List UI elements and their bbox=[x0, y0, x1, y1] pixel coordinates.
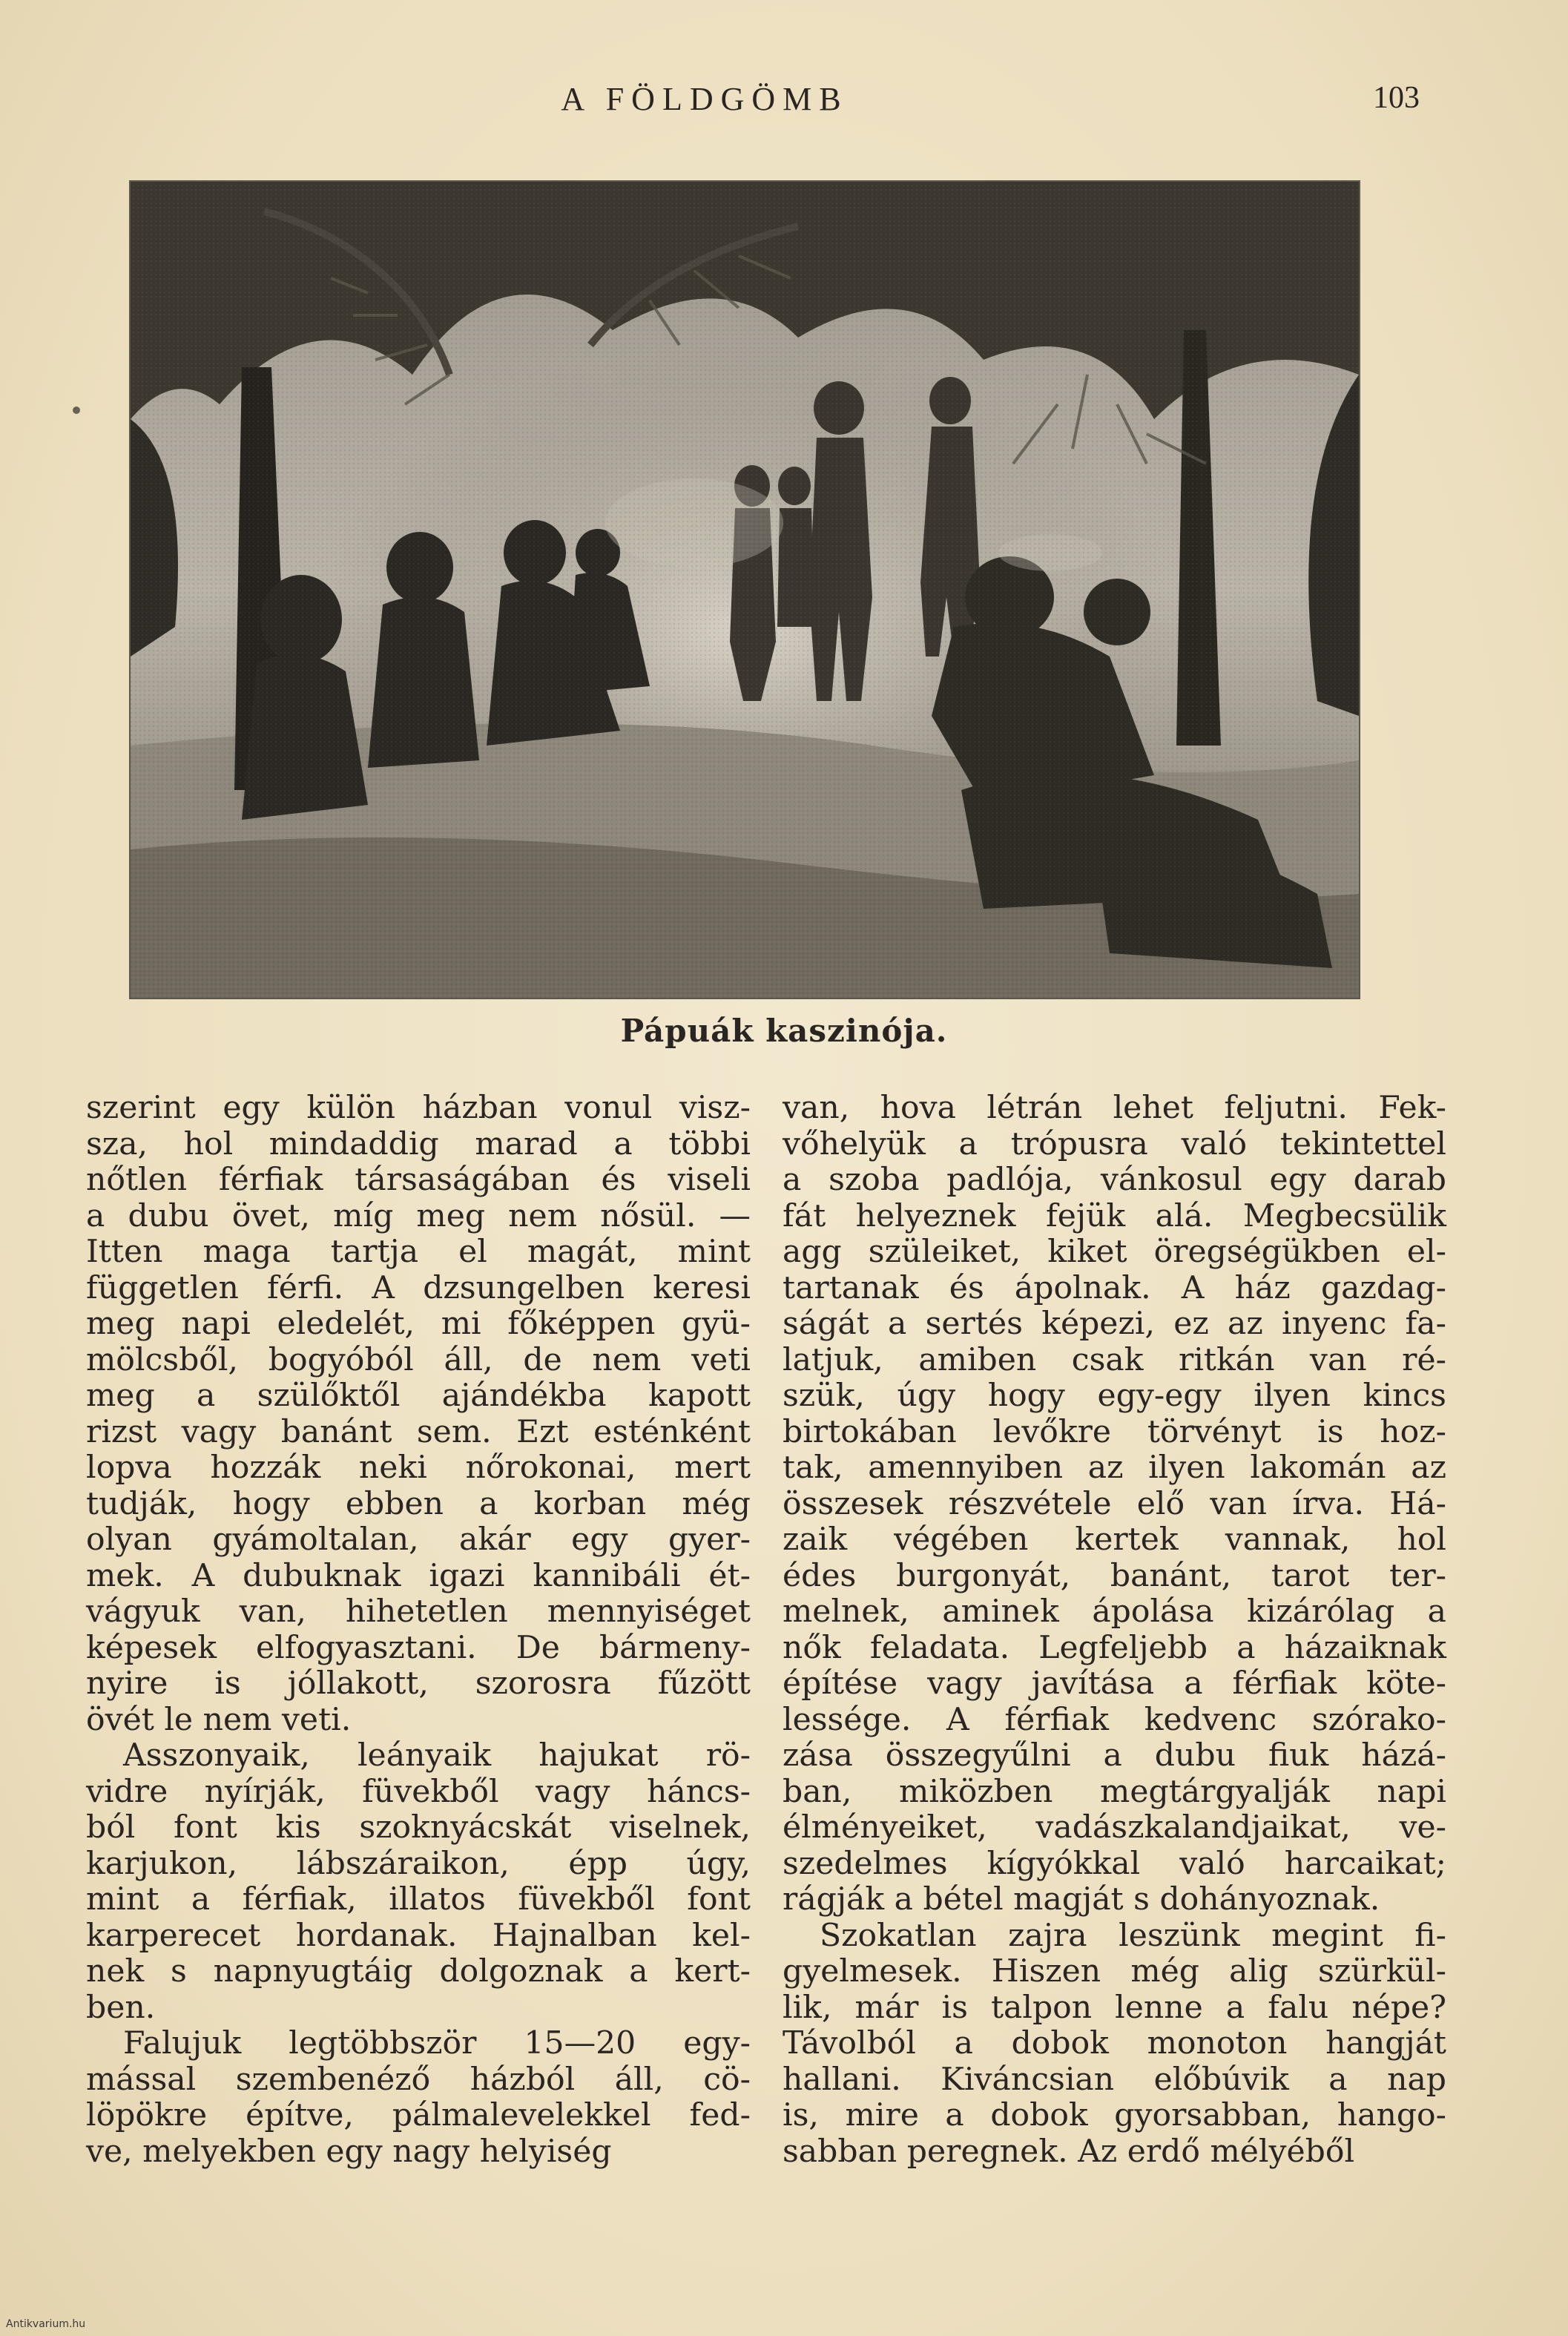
text-line: Asszonyaik, leányaik hajukat rö- bbox=[123, 1737, 751, 1774]
text-column-left bbox=[86, 1090, 751, 2170]
text-line: sza, hol mindaddig marad a többi bbox=[86, 1125, 751, 1162]
text-line: a dubu övet, míg meg nem nősül. — bbox=[86, 1197, 751, 1234]
text-line: latjuk, amiben csak ritkán van ré- bbox=[783, 1341, 1446, 1378]
photograph-papuans bbox=[131, 182, 1359, 998]
text-column-right bbox=[783, 1090, 1446, 2170]
photo-illustration bbox=[131, 182, 1359, 998]
text-line: hallani. Kiváncsian előbúvik a nap bbox=[783, 2061, 1446, 2098]
text-line: olyan gyámoltalan, akár egy gyer- bbox=[86, 1521, 751, 1558]
text-line: övét le nem veti. bbox=[86, 1701, 352, 1738]
text-line: Itten maga tartja el magát, mint bbox=[86, 1234, 751, 1270]
text-line: nyire is jóllakott, szorosra fűzött bbox=[86, 1665, 751, 1702]
text-line: zása összegyűlni a dubu fiuk házá- bbox=[783, 1737, 1446, 1774]
text-line: nőtlen férfiak társaságában és viseli bbox=[86, 1162, 751, 1198]
text-line: van, hova létrán lehet feljutni. Fek- bbox=[783, 1090, 1446, 1126]
text-line: szedelmes kígyókkal való harcaikat; bbox=[783, 1845, 1446, 1882]
text-line: ságát a sertés képezi, ez az inyenc fa- bbox=[783, 1306, 1446, 1342]
page-number: 103 bbox=[1373, 81, 1420, 115]
text-line: vágyuk van, hihetetlen mennyiséget bbox=[86, 1593, 751, 1630]
text-line: vőhelyük a trópusra való tekintettel bbox=[783, 1125, 1446, 1162]
running-title: A FÖLDGÖMB bbox=[561, 81, 849, 117]
text-line: mek. A dubuknak igazi kannibáli ét- bbox=[86, 1557, 751, 1594]
text-line: gyelmesek. Hiszen még alig szürkül- bbox=[783, 1953, 1446, 1990]
text-line: lopva hozzák neki nőrokonai, mert bbox=[86, 1450, 751, 1486]
text-line: is, mire a dobok gyorsabban, hango- bbox=[783, 2097, 1446, 2133]
text-line: nek s napnyugtáig dolgoznak a kert- bbox=[86, 1953, 751, 1990]
text-line: ban, miközben megtárgyalják napi bbox=[783, 1773, 1446, 1810]
text-line: fát helyeznek fejük alá. Megbecsülik bbox=[783, 1197, 1446, 1234]
text-line: édes burgonyát, banánt, tarot ter- bbox=[783, 1557, 1446, 1594]
text-line: rágják a bétel magját s dohányoznak. bbox=[783, 1881, 1380, 1918]
text-line: élményeiket, vadászkalandjaikat, ve- bbox=[783, 1809, 1446, 1846]
text-line: melnek, aminek ápolása kizárólag a bbox=[783, 1593, 1446, 1630]
text-line: lik, már is talpon lenne a falu népe? bbox=[783, 1989, 1446, 2026]
text-line: Szokatlan zajra leszünk megint fi- bbox=[820, 1917, 1446, 1954]
text-line: löpökre építve, pálmalevelekkel fed- bbox=[86, 2097, 751, 2133]
text-line: rizst vagy banánt sem. Ezt esténként bbox=[86, 1413, 751, 1450]
text-line: ból font kis szoknyácskát viselnek, bbox=[86, 1809, 751, 1846]
text-line: agg szüleiket, kiket öregségükben el- bbox=[783, 1234, 1446, 1270]
text-line: a szoba padlója, vánkosul egy darab bbox=[783, 1162, 1446, 1198]
text-line: független férfi. A dzsungelben keresi bbox=[86, 1269, 751, 1306]
photo-caption: Pápuák kaszinója. bbox=[620, 1013, 948, 1049]
text-line: meg napi eledelét, mi főképpen gyü- bbox=[86, 1306, 751, 1342]
text-line: sabban peregnek. Az erdő mélyéből bbox=[783, 2133, 1355, 2170]
text-line: mással szembenéző házból áll, cö- bbox=[86, 2061, 751, 2098]
text-line: építése vagy javítása a férfiak köte- bbox=[783, 1665, 1446, 1702]
page-header bbox=[0, 80, 1568, 125]
text-line: képesek elfogyasztani. De bármeny- bbox=[86, 1629, 751, 1666]
text-line: összesek részvétele elő van írva. Há- bbox=[783, 1485, 1446, 1522]
text-line: ben. bbox=[86, 1989, 156, 2026]
text-line: lessége. A férfiak kedvenc szórako- bbox=[783, 1701, 1446, 1738]
text-line: tak, amennyiben az ilyen lakomán az bbox=[783, 1450, 1446, 1486]
text-line: ve, melyekben egy nagy helyiség bbox=[86, 2133, 612, 2170]
text-line: Falujuk legtöbbször 15—20 egy- bbox=[123, 2025, 751, 2062]
text-line: szük, úgy hogy egy-egy ilyen kincs bbox=[783, 1378, 1446, 1414]
text-line: karjukon, lábszáraikon, épp úgy, bbox=[86, 1845, 751, 1882]
text-line: vidre nyírják, füvekből vagy háncs- bbox=[86, 1773, 751, 1810]
text-line: mint a férfiak, illatos füvekből font bbox=[86, 1881, 751, 1918]
watermark: Antikvarium.hu bbox=[6, 2318, 86, 2330]
text-line: Távolból a dobok monoton hangját bbox=[783, 2025, 1446, 2062]
text-line: karperecet hordanak. Hajnalban kel- bbox=[86, 1917, 751, 1954]
text-line: tartanak és ápolnak. A ház gazdag- bbox=[783, 1269, 1446, 1306]
ink-speck bbox=[73, 407, 80, 414]
text-line: zaik végében kertek vannak, hol bbox=[783, 1521, 1446, 1558]
text-line: meg a szülőktől ajándékba kapott bbox=[86, 1378, 751, 1414]
text-line: szerint egy külön házban vonul visz- bbox=[86, 1090, 751, 1126]
text-line: tudják, hogy ebben a korban még bbox=[86, 1485, 751, 1522]
text-line: nők feladata. Legfeljebb a házaiknak bbox=[783, 1629, 1446, 1666]
text-line: birtokában levőkre törvényt is hoz- bbox=[783, 1413, 1446, 1450]
text-line: mölcsből, bogyóból áll, de nem veti bbox=[86, 1341, 751, 1378]
